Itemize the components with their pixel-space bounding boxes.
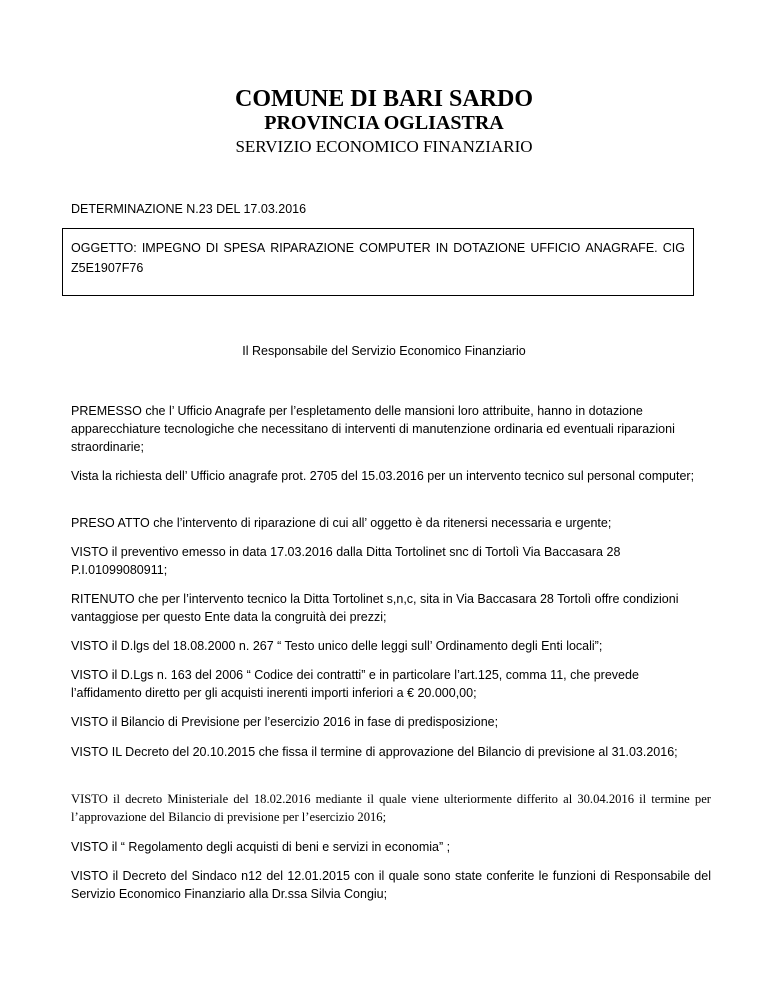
paragraph-premesso: PREMESSO che l’ Ufficio Anagrafe per l’espletamento delle mansioni loro attribuite, hanno in dotazione apparecchiature tecnologiche che necessitano di interventi di manutenzione ordinaria ed eventuali riparazioni straordinarie;: [71, 404, 675, 454]
oggetto-word: DI: [205, 241, 219, 255]
paragraph-bilancio: VISTO il Bilancio di Previsione per l’esercizio 2016 in fase di predisposizione;: [71, 715, 499, 729]
oggetto-word: RIPARAZIONE: [270, 241, 355, 255]
paragraph-dlgs-163: VISTO il D.Lgs n. 163 del 2006 “ Codice dei contratti” e in particolare l’art.125, comma 11, che prevede l’affidamento diretto per gli acquisti inerenti importi inferiori a € 20.000,00;: [71, 668, 639, 700]
oggetto-word: COMPUTER: [359, 241, 431, 255]
paragraph-decreto-sindaco: VISTO il Decreto del Sindaco n12 del 12.01.2015 con il quale sono state conferite le funzioni di Responsabile del Servizio Economico Finanziario alla Dr.ssa Silvia Congiu;: [71, 869, 711, 901]
provincia-title: PROVINCIA OGLIASTRA: [264, 112, 504, 134]
determinazione-number: DETERMINAZIONE N.23 DEL 17.03.2016: [71, 202, 307, 216]
paragraph-preso-atto: PRESO ATTO che l’intervento di riparazione di cui all’ oggetto è da ritenersi necessaria e urgente;: [71, 516, 612, 530]
paragraph-ritenuto: RITENUTO che per l’intervento tecnico la Ditta Tortolinet s,n,c, sita in Via Baccasara 28 Tortolì offre condizioni vantaggiose per questo Ente data la congruità dei prezzi;: [71, 592, 679, 624]
paragraph-dlgs-267: VISTO il D.lgs del 18.08.2000 n. 267 “ Testo unico delle leggi sull’ Ordinamento degli Enti locali”;: [71, 639, 603, 653]
servizio-title: SERVIZIO ECONOMICO FINANZIARIO: [235, 137, 533, 156]
paragraph-preventivo: VISTO il preventivo emesso in data 17.03.2016 dalla Ditta Tortolinet snc di Tortolì Via Baccasara 28 P.I.01099080911;: [71, 545, 621, 577]
oggetto-word: UFFICIO: [530, 241, 581, 255]
oggetto-word: IMPEGNO: [141, 241, 201, 255]
oggetto-word: IN: [435, 241, 449, 255]
oggetto-line-2: Z5E1907F76: [71, 261, 144, 275]
oggetto-line-1: [71, 238, 685, 258]
oggetto-word: CIG: [662, 241, 685, 255]
paragraph-regolamento: VISTO il “ Regolamento degli acquisti di beni e servizi in economia” ;: [71, 840, 451, 854]
oggetto-word: ANAGRAFE.: [585, 241, 658, 255]
oggetto-word: DOTAZIONE: [453, 241, 526, 255]
paragraph-decreto-ministeriale: VISTO il decreto Ministeriale del 18.02.2016 mediante il quale viene ulteriormente differito al 30.04.2016 il termine per l’approvazione del Bilancio di previsione per l’esercizio 2016;: [71, 792, 711, 824]
oggetto-word: OGGETTO:: [71, 241, 137, 255]
paragraph-richiesta: Vista la richiesta dell’ Ufficio anagrafe prot. 2705 del 15.03.2016 per un intervento tecnico sul personal computer;: [71, 469, 695, 483]
oggetto-box: [62, 228, 694, 296]
oggetto-word: SPESA: [223, 241, 266, 255]
paragraph-decreto-2015: VISTO IL Decreto del 20.10.2015 che fissa il termine di approvazione del Bilancio di previsione al 31.03.2016;: [71, 745, 678, 759]
responsabile-heading: Il Responsabile del Servizio Economico Finanziario: [242, 344, 526, 358]
comune-title: COMUNE DI BARI SARDO: [234, 86, 534, 112]
